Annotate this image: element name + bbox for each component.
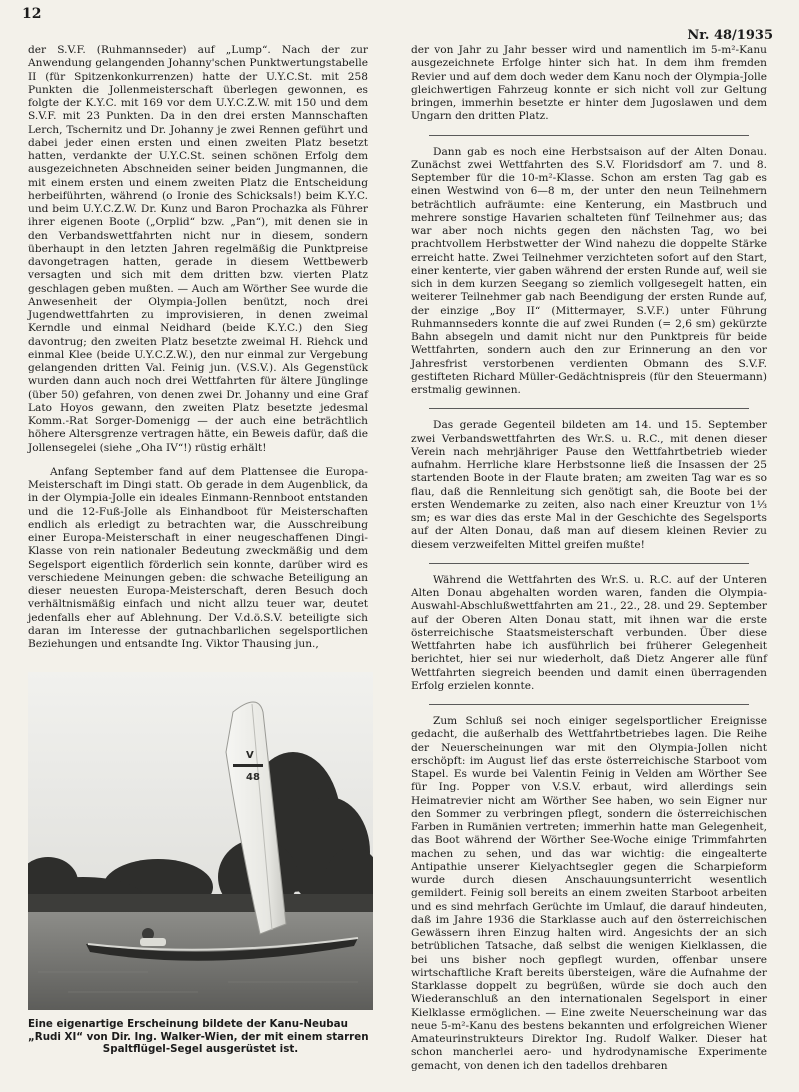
- right-paragraph-1: der von Jahr zu Jahr besser wird und namentlich im 5-m²-Kanu ausgezeichnete Erfolge hinter sich hat. In dem ihm fremden Revier und auf dem doch weder dem Kanu noch der Olympia-Jolle gleichwertigen Fahrzeug konnte er sich nicht voll zur Geltung bringen, immerhin besetzte er hinter dem Jugoslawen und dem Ungarn den dritten Platz.: [411, 44, 767, 123]
- photo-caption: [28, 1018, 373, 1056]
- section-divider: [429, 408, 749, 409]
- caption-line-1: Eine eigenartige Erscheinung bildete der Kanu-Neubau: [28, 1018, 348, 1030]
- section-divider: [429, 135, 749, 136]
- left-paragraph-2: Anfang September fand auf dem Plattensee die Europa-Meisterschaft im Dingi statt. Ob gerade in dem Augenblick, da in der Olympia-Jolle ein ideales Einmann-Rennboot entstanden und die 12-Fuß-Jolle als Einhandboot für Meisterschaften endlich als erledigt zu betrachten war, die Ausschreibung einer Europa-Meisterschaft in einer neugeschaffenen Dingi-Klasse von rein nationaler Bedeutung zweckmäßig und dem Segelsport eigentlich förderlich sein konnte, darüber wird es verschiedene Meinungen geben: die schwache Beteiligung an dieser neuesten Europa-Meisterschaft, deren Besuch doch verhältnismäßig einfach und nicht allzu teuer war, deutet jedenfalls eher auf Ablehnung. Der V.d.ö.S.V. beteiligte sich daran im Interesse der gutnachbarlichen segelsportlichen Beziehungen und entsandte Ing. Viktor Thausing jun.,: [28, 465, 368, 650]
- issue-number: Nr. 48/1935: [687, 28, 773, 43]
- right-paragraph-5: Zum Schluß sei noch einiger segelsportlicher Ereignisse gedacht, die außerhalb des Wettfahrtbetriebes lagen. Die Reihe der Neuerscheinungen war mit den Olympia-Jollen nicht erschöpft: im August lief das erste österreichische Starboot vom Stapel. Es wurde bei Valentin Feinig in Velden am Wörther See für Ing. Popper von V.S.V. erbaut, wird allerdings sein Heimatrevier nicht am Wörther See haben, wo sein Eigner nur den Sommer zu verbringen pflegt, sondern die österreichischen Farben in Rumänien vertreten; immerhin hatte man Gelegenheit, das Boot während der Wörther See-Woche einige Trimmfahrten machen zu sehen, und das war wichtig: die eingealterte Antipathie unserer Kielyachtsegler gegen die Scharpieform wurde durch diesen Anschauungsunterricht wesentlich gemildert. Feinig soll bereits an einem zweiten Starboot arbeiten und es sind mehrfach Gerüchte im Umlauf, die darauf hindeuten, daß im Jahre 1936 die Starklasse auch auf den österreichischen Gewässern ihren Einzug halten wird. Angesichts der an sich betrüblichen Tatsache, daß selbst die wenigen Kielklassen, die bei uns bisher noch gepflegt wurden, offenbar unsere wirtschaftliche Kraft bereits übersteigen, wäre die Aufnahme der Starklasse doppelt zu begrüßen, würde sie doch auch den Wiederanschluß an den internationalen Segelsport in einer Kielklasse ermöglichen. — Eine zweite Neuerscheinung war das neue 5-m²-Kanu des bestens bekannten und erfolgreichen Wiener Amateurinstrukteurs Direktor Ing. Rudolf Walker. Dieser hat schon mancherlei aero- und hydrodynamische Experimente gemacht, von denen ich den tadellos drehbaren: [411, 715, 767, 1072]
- page-number: 12: [22, 6, 42, 22]
- right-paragraph-4: Während die Wettfahrten des Wr.S. u. R.C. auf der Unteren Alten Donau abgehalten worden waren, fanden die Olympia-Auswahl-Abschlußwettfahrten am 21., 22., 28. und 29. September auf der Oberen Alten Donau statt, mit ihnen war die erste österreichische Staatsmeisterschaft verbunden. Über diese Wettfahrten habe ich ausführlich bei früherer Gelegenheit berichtet, hier sei nur wiederholt, daß Dietz Angerer alle fünf Wettfahrten siegreich beenden und damit einen überragenden Erfolg erzielen konnte.: [411, 573, 767, 692]
- section-divider: [429, 704, 749, 705]
- caption-line-3: Spaltflügel-Segel ausgerüstet ist.: [102, 1043, 299, 1055]
- sailing-canoe-photo: [28, 672, 373, 1010]
- caption-line-2: „Rudi XI“ von Dir. Ing. Walker-Wien, der mit einem starren: [28, 1030, 369, 1043]
- svg-text:48: 48: [246, 772, 260, 783]
- right-column: [411, 44, 767, 1084]
- section-divider: [429, 563, 749, 564]
- svg-text:V: V: [246, 750, 254, 761]
- left-column: [28, 44, 368, 662]
- right-paragraph-2: Dann gab es noch eine Herbstsaison auf der Alten Donau. Zunächst zwei Wettfahrten des S.V. Floridsdorf am 7. und 8. September für die 10-m²-Klasse. Schon am ersten Tag gab es einen Westwind von 6—8 m, der unter den neun Teilnehmern beträchtlich aufräumte: eine Kenterung, ein Mastbruch und mehrere sonstige Havarien schalteten fünf Teilnehmer aus; das war aber noch nichts gegen den nächsten Tag, wo bei prachtvollem Herbstwetter der Wind nahezu die doppelte Stärke erreicht hatte. Zwei Teilnehmer verzichteten sofort auf den Start, einer kenterte, vier gaben während der ersten Runde auf, weil sie sich in dem kurzen Seegang so ziemlich vollgesegelt hatten, ein weiterer Teilnehmer gab nach Beendigung der ersten Runde auf, der einzige „Boy II“ (Mittermayer, S.V.F.) unter Führung Ruhmannseders konnte die auf zwei Runden (= 2,6 sm) gekürzte Bahn absegeln und damit nicht nur den Punktpreis für beide Wettfahrten, sondern auch den zur Erinnerung an den vor Jahresfrist verstorbenen verdienten Obmann des S.V.F. gestifteten Richard Müller-Gedächtnispreis (für den Steuermann) erstmalig gewinnen.: [411, 145, 767, 396]
- left-paragraph-1: der S.V.F. (Ruhmannseder) auf „Lump“. Nach der zur Anwendung gelangenden Johanny'schen Punktwertungstabelle II (für Spitzenkonkurrenzen) hatte der U.Y.C.St. mit 258 Punkten die Jollenmeisterschaft überlegen gewonnen, es folgte der K.Y.C. mit 169 vor dem U.Y.C.Z.W. mit 150 und dem S.V.F. mit 23 Punkten. Da in den drei ersten Mannschaften Lerch, Tschernitz und Dr. Johanny je zwei Rennen geführt und dabei jeder einen ersten und einen zweiten Platz besetzt hatten, verdankte der U.Y.C.St. seinen schönen Erfolg dem ausgezeichneten Abschneiden seiner beiden Jungmannen, die mit einem ersten und einem zweiten Platz die Entscheidung herbeiführten, während (o Ironie des Schicksals!) beim K.Y.C. und beim U.Y.C.Z.W. Dr. Kunz und Baron Prochazka als Führer ihrer eigenen Boote („Orplid“ bzw. „Pan“), mit denen sie in den Verbandswettfahrten nicht nur in diesem, sondern überhaupt in den letzten Jahren regelmäßig die Punktpreise davongetragen hatten, gerade in diesem Wettbewerb versagten und sich mit dem dritten bzw. vierten Platz geschlagen geben mußten. — Auch am Wörther See wurde die Anwesenheit der Olympia-Jollen benützt, noch drei Jugendwettfahrten zu improvisieren, in denen zweimal Kerndle und einmal Neidhard (beide K.Y.C.) den Sieg davontrug; den zweiten Platz besetzte zweimal H. Riehck und einmal Klee (beide U.Y.C.Z.W.), den nur einmal zur Vergebung gelangenden dritten Val. Feinig jun. (V.S.V.). Als Gegenstück wurden dann auch noch drei Wettfahrten für ältere Jünglinge (über 50) gefahren, von denen zwei Dr. Johanny und eine Graf Lato Hoyos gewann, den zweiten Platz besetzte jedesmal Komm.-Rat Sorger-Domenigg — der auch eine beträchtlich höhere Altersgrenze vertragen hätte, ein Beweis dafür, daß die Jollensegelei (siehe „Oha IV“!) rüstig erhält!: [28, 44, 368, 454]
- right-paragraph-3: Das gerade Gegenteil bildeten am 14. und 15. September zwei Verbandswettfahrten des Wr.S. u. R.C., mit denen dieser Verein nach mehrjähriger Pause den Wettfahrtbetrieb wieder aufnahm. Herrliche klare Herbstsonne ließ die Insassen der 25 startenden Boote in der Flaute braten; am zweiten Tag war es so flau, daß die Rennleitung sich genötigt sah, die Boote bei der ersten Wendemarke zu zeiten, also nach einer Kreuztur von 1⅓ sm; es war dies das erste Mal in der Geschichte des Segelsports auf der Alten Donau, daß man auf diesem kleinen Revier zu diesem verzweifelten Mittel greifen mußte!: [411, 419, 767, 551]
